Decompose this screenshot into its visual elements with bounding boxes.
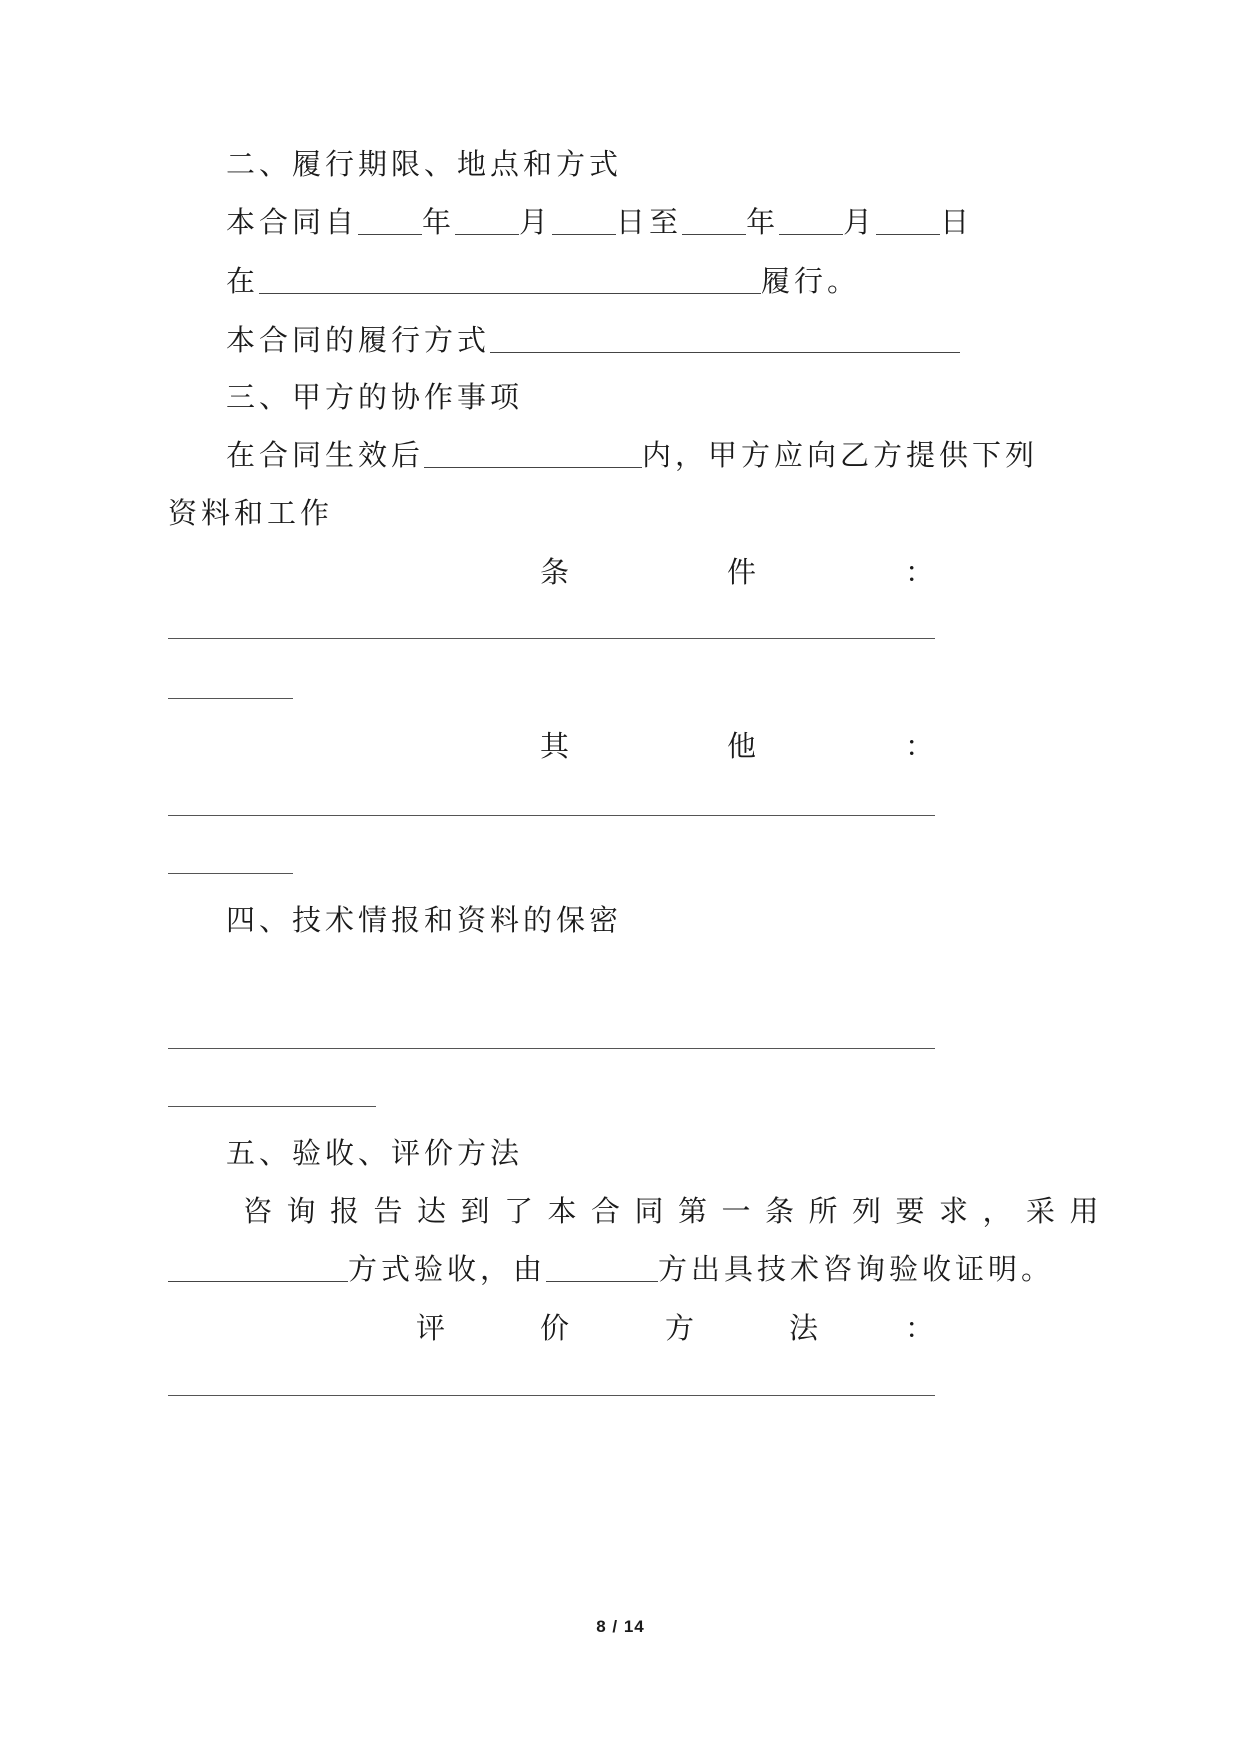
blank-start-month[interactable] <box>455 233 519 235</box>
acceptance-suffix: 方出具技术咨询验收证明。 <box>658 1252 1055 1286</box>
day-to-label: 日至 <box>616 205 683 239</box>
section-2-heading: 二、履行期限、地点和方式 <box>226 147 623 181</box>
blank-acceptance-method[interactable] <box>168 1280 348 1282</box>
location-line <box>226 264 861 298</box>
evaluation-char-1: 评 <box>416 1311 446 1345</box>
blank-issuing-party[interactable] <box>546 1280 658 1282</box>
blank-end-month[interactable] <box>779 233 843 235</box>
conditions-blank-line-2[interactable] <box>168 698 293 699</box>
confidentiality-blank-line-1[interactable] <box>168 1048 935 1049</box>
blank-end-year[interactable] <box>682 233 746 235</box>
year-label-2: 年 <box>746 205 780 239</box>
month-label-2: 月 <box>843 205 877 239</box>
acceptance-middle: 方式验收，由 <box>348 1252 547 1286</box>
cooperation-suffix: 内，甲方应向乙方提供下列 <box>642 438 1039 472</box>
cooperation-prefix: 在合同生效后 <box>226 438 425 472</box>
other-char-1: 其 <box>540 729 570 763</box>
section-4-heading: 四、技术情报和资料的保密 <box>226 903 623 937</box>
period-prefix: 本合同自 <box>226 205 359 239</box>
evaluation-char-4: 法 <box>789 1311 819 1345</box>
page-number: 8 / 14 <box>596 1617 645 1636</box>
evaluation-char-3: 方 <box>665 1311 695 1345</box>
other-blank-line-1[interactable] <box>168 815 935 816</box>
blank-cooperation-period[interactable] <box>424 466 642 468</box>
blank-end-day[interactable] <box>876 233 940 235</box>
conditions-colon: ： <box>905 555 935 589</box>
method-line <box>226 323 960 357</box>
day-label-2: 日 <box>940 205 974 239</box>
cooperation-line-2: 资料和工作 <box>168 496 334 530</box>
evaluation-colon: ： <box>905 1311 935 1345</box>
month-label-1: 月 <box>519 205 553 239</box>
contract-period-line <box>226 205 974 239</box>
section-5-heading: 五、验收、评价方法 <box>226 1136 524 1170</box>
blank-method[interactable] <box>490 351 960 353</box>
acceptance-line-2 <box>168 1252 1055 1286</box>
location-prefix: 在 <box>226 264 260 298</box>
conditions-char-1: 条 <box>540 555 570 589</box>
cooperation-line <box>226 438 1039 472</box>
year-label-1: 年 <box>422 205 456 239</box>
confidentiality-blank-line-2[interactable] <box>168 1106 376 1107</box>
section-3-heading: 三、甲方的协作事项 <box>226 380 524 414</box>
other-char-2: 他 <box>727 729 757 763</box>
acceptance-line-1: 咨询报告达到了本合同第一条所列要求，采用 <box>243 1194 1114 1228</box>
blank-location[interactable] <box>259 292 761 294</box>
evaluation-char-2: 价 <box>540 1311 570 1345</box>
blank-start-year[interactable] <box>358 233 422 235</box>
location-suffix: 履行。 <box>761 264 861 298</box>
evaluation-blank-line[interactable] <box>168 1395 935 1396</box>
conditions-char-2: 件 <box>727 555 757 589</box>
conditions-blank-line-1[interactable] <box>168 638 935 639</box>
method-label: 本合同的履行方式 <box>226 323 491 357</box>
other-colon: ： <box>905 729 935 763</box>
blank-start-day[interactable] <box>552 233 616 235</box>
other-blank-line-2[interactable] <box>168 873 293 874</box>
